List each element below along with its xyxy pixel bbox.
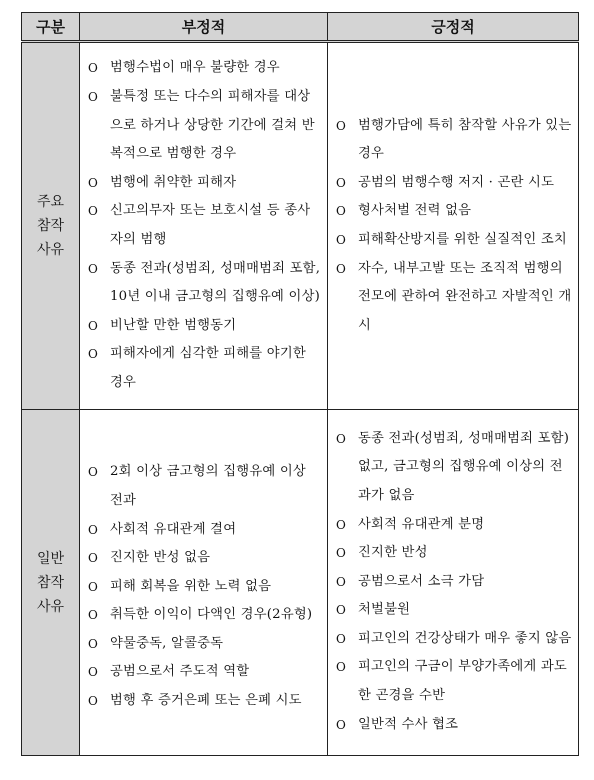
list-item-text: 범행에 취약한 피해자: [110, 174, 237, 190]
bullet-circle-icon: O: [336, 717, 347, 732]
major-positive-cell: [328, 42, 579, 410]
list-item-text: 일반적 수사 협조: [358, 716, 459, 732]
list-item-text: 자수, 내부고발 또는 조직적 범행의 전모에 관하여 완전하고 자발적인 개시: [358, 260, 572, 333]
list-item: [88, 658, 321, 687]
bullet-circle-icon: O: [336, 660, 347, 675]
list-item-text: 형사처벌 전력 없음: [358, 203, 472, 219]
label-line: 참작: [36, 218, 65, 234]
bullet-circle-icon: O: [88, 465, 99, 480]
list-item: [336, 596, 572, 625]
list-item-text: 취득한 이익이 다액인 경우(2유형): [110, 607, 313, 623]
bullet-circle-icon: O: [336, 261, 347, 276]
list-item-text: 비난할 만한 범행동기: [110, 317, 237, 333]
list-item-text: 동종 전과(성범죄, 성매매범죄 포함, 10년 이내 금고형의 집행유예 이상): [110, 260, 321, 305]
bullet-circle-icon: O: [88, 551, 99, 566]
bullet-circle-icon: O: [88, 261, 99, 276]
list-item: [336, 112, 572, 169]
list-item-text: 동종 전과(성범죄, 성매매범죄 포함) 없고, 금고형의 집행유예 이상의 전과가 없음: [358, 430, 570, 503]
list-item: [336, 653, 572, 710]
general-positive-list: [328, 423, 578, 743]
label-line: 사유: [36, 598, 65, 615]
list-item: [88, 516, 321, 545]
bullet-circle-icon: O: [88, 90, 99, 105]
label-line: 일반: [36, 550, 65, 567]
bullet-circle-icon: O: [88, 694, 99, 709]
header-row: [22, 13, 579, 42]
bullet-circle-icon: O: [88, 636, 99, 651]
list-item-text: 불특정 또는 다수의 피해자를 대상으로 하거나 상당한 기간에 걸쳐 반복적으로 범행한 경우: [110, 89, 315, 162]
list-item-text: 피해확산방지를 위한 실질적인 조치: [358, 232, 567, 247]
bullet-circle-icon: O: [336, 631, 347, 646]
list-item-text: 범행가담에 특히 참작할 사유가 있는 경우: [358, 117, 572, 162]
list-item-text: 진지한 반성 없음: [110, 550, 211, 566]
list-item-text: 사회적 유대관계 분명: [358, 516, 485, 532]
sentencing-factors-table: [21, 12, 579, 756]
list-item-text: 진지한 반성: [358, 545, 428, 561]
label-line: 주요: [36, 194, 65, 210]
row-major-factors: [22, 42, 579, 410]
list-item-text: 피해 회복을 위한 노력 없음: [110, 578, 272, 594]
list-item-text: 피고인의 구금이 부양가족에게 과도한 곤경을 수반: [358, 659, 567, 704]
list-item: [336, 226, 572, 255]
list-item: [88, 573, 321, 602]
list-item: [88, 544, 321, 573]
list-item: [88, 169, 321, 198]
list-item-text: 신고의무자 또는 보호시설 등 종사자의 범행: [110, 203, 311, 247]
header-positive: 긍정적: [328, 13, 579, 42]
bullet-circle-icon: O: [88, 175, 99, 190]
bullet-circle-icon: O: [336, 546, 347, 561]
list-item: [88, 255, 321, 312]
row-label-major: [22, 42, 80, 410]
major-negative-cell: [80, 42, 328, 410]
list-item-text: 공범으로서 주도적 역할: [110, 664, 250, 680]
list-item-text: 사회적 유대관계 결여: [110, 521, 237, 537]
list-item: [88, 687, 321, 716]
list-item-text: 약물중독, 알콜중독: [110, 635, 224, 651]
list-item: [336, 255, 572, 341]
bullet-circle-icon: O: [336, 204, 347, 219]
list-item: [336, 511, 572, 540]
header-category: 구분: [22, 13, 80, 42]
list-item: [88, 630, 321, 659]
label-line: 사유: [36, 242, 65, 258]
bullet-circle-icon: O: [88, 579, 99, 594]
bullet-circle-icon: O: [336, 233, 347, 247]
general-positive-cell: [328, 410, 579, 756]
label-line: 참작: [36, 574, 65, 591]
row-label-general: [22, 410, 80, 756]
bullet-circle-icon: O: [88, 522, 99, 537]
general-negative-list: [80, 446, 327, 718]
list-item: [88, 340, 321, 397]
list-item: [336, 539, 572, 568]
list-item-text: 범행 후 증거은폐 또는 은폐 시도: [110, 693, 302, 709]
bullet-circle-icon: O: [88, 665, 99, 680]
list-item: [336, 568, 572, 597]
list-item-text: 범행수법이 매우 불량한 경우: [110, 60, 280, 76]
list-item: [88, 458, 321, 515]
list-item: [88, 312, 321, 341]
bullet-circle-icon: O: [88, 608, 99, 623]
list-item-text: 처벌불원: [358, 602, 411, 618]
header-negative: 부정적: [80, 13, 328, 42]
list-item: [88, 83, 321, 169]
list-item: [336, 197, 572, 226]
list-item: [336, 425, 572, 511]
list-item: [88, 197, 321, 254]
bullet-circle-icon: O: [88, 318, 99, 333]
list-item: [336, 169, 572, 198]
bullet-circle-icon: O: [336, 175, 347, 190]
list-item-text: 2회 이상 금고형의 집행유예 이상 전과: [110, 464, 306, 508]
list-item: [336, 625, 572, 654]
bullet-circle-icon: O: [88, 61, 99, 76]
list-item: [88, 601, 321, 630]
major-positive-list: [328, 109, 578, 344]
list-item-text: 공범으로서 소극 가담: [358, 573, 485, 589]
row-general-factors: [22, 410, 579, 756]
bullet-circle-icon: O: [336, 603, 347, 618]
general-negative-cell: [80, 410, 328, 756]
list-item: [88, 54, 321, 83]
list-item-text: 피해자에게 심각한 피해를 야기한 경우: [110, 346, 306, 390]
major-negative-list: [80, 51, 327, 400]
bullet-circle-icon: O: [88, 204, 99, 219]
list-item-text: 피고인의 건강상태가 매우 좋지 않음: [358, 630, 572, 646]
list-item-text: 공범의 범행수행 저지 · 곤란 시도: [358, 174, 555, 190]
bullet-circle-icon: O: [336, 517, 347, 532]
bullet-circle-icon: O: [336, 574, 347, 589]
bullet-circle-icon: O: [336, 431, 347, 446]
list-item: [336, 711, 572, 740]
bullet-circle-icon: O: [88, 347, 99, 362]
bullet-circle-icon: O: [336, 118, 347, 133]
